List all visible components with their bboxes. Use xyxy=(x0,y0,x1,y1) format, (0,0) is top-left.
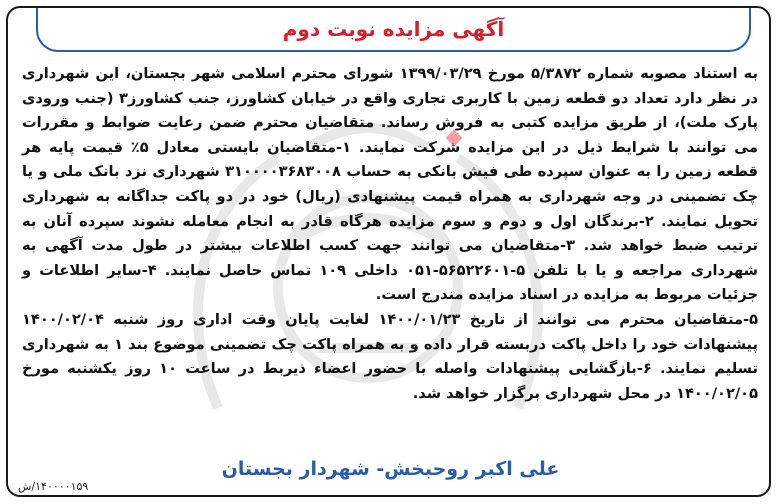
paragraph-dates: ۵-متقاضیان محترم می توانند از تاریخ ۱۴۰۰/۰۱/۲۳ لغایت پایان وقت اداری روز شنبه ۱۴۰۰/۰۲/۰۴ پیشنهادات خود را داخل پاکت دربسته قرار داده و به همراه پاکت چک تضمینی موضوع بند ۱ به شهرداری تسلیم نمایند. ۶-بازگشایی پیشنهادات واصله با حضور اعضاء ذیربط در ساعت ۱۰ روز یکشنبه مورخ ۱۴۰۰/۰۲/۰۵ در محل شهرداری برگزار خواهد شد. xyxy=(22,310,759,402)
notice-frame xyxy=(6,6,771,497)
notice-body xyxy=(22,62,758,406)
mayor-signature: علی اکبر روحبخش- شهردار بجستان xyxy=(221,458,560,480)
notice-title: آگهی مزایده نوبت دوم xyxy=(282,17,505,41)
title-banner xyxy=(36,8,751,52)
paragraph-conditions: به استناد مصوبه شماره ۵/۳۸۷۲ مورخ ۱۳۹۹/۰۳/۲۹ شورای محترم اسلامی شهر بجستان، این شهرداری در نظر دارد تعداد دو قطعه زمین با کاربری تجاری واقع در خیابان کشاورز، جنب کشاورز۳ (جنب ورودی پارک ملت)، از طریق مزایده کتبی به فروش رساند. متقاضیان محترم ضمن رعایت ضوابط و مقررات می توانند با شرایط ذیل در این مزایده شرکت نمایند. ۱-متقاضیان بایستی معادل ۵٪ قیمت پایه هر قطعه زمین را به عنوان سپرده طی فیش بانکی به حساب ۳۱۰۰۰۰۳۶۸۳۰۰۸ شهرداری نزد بانک ملی و یا چک تضمینی در وجه شهرداری به همراه قیمت پیشنهادی (ریال) خود در دو پاکت جداگانه به شهرداری تحویل نمایند. ۲-برندگان اول و دوم و سوم مزایده هرگاه قادر به انجام معامله نشوند سپرده آنان به ترتیب ضبط خواهد شد. ۳-متقاضیان می توانند جهت کسب اطلاعات بیشتر در طول مدت آگهی به شهرداری مراجعه و یا با تلفن ۵-۵۶۵۲۲۶۰۱-۰۵۱ داخلی ۱۰۹ تماس حاصل نمایند. ۴-سایر اطلاعات و جزئیات مربوط به مزایده در اسناد مزایده مندرج است. xyxy=(22,65,759,304)
reference-number: ۱۴۰۰۰۰۱۵۹/ش xyxy=(18,480,89,493)
